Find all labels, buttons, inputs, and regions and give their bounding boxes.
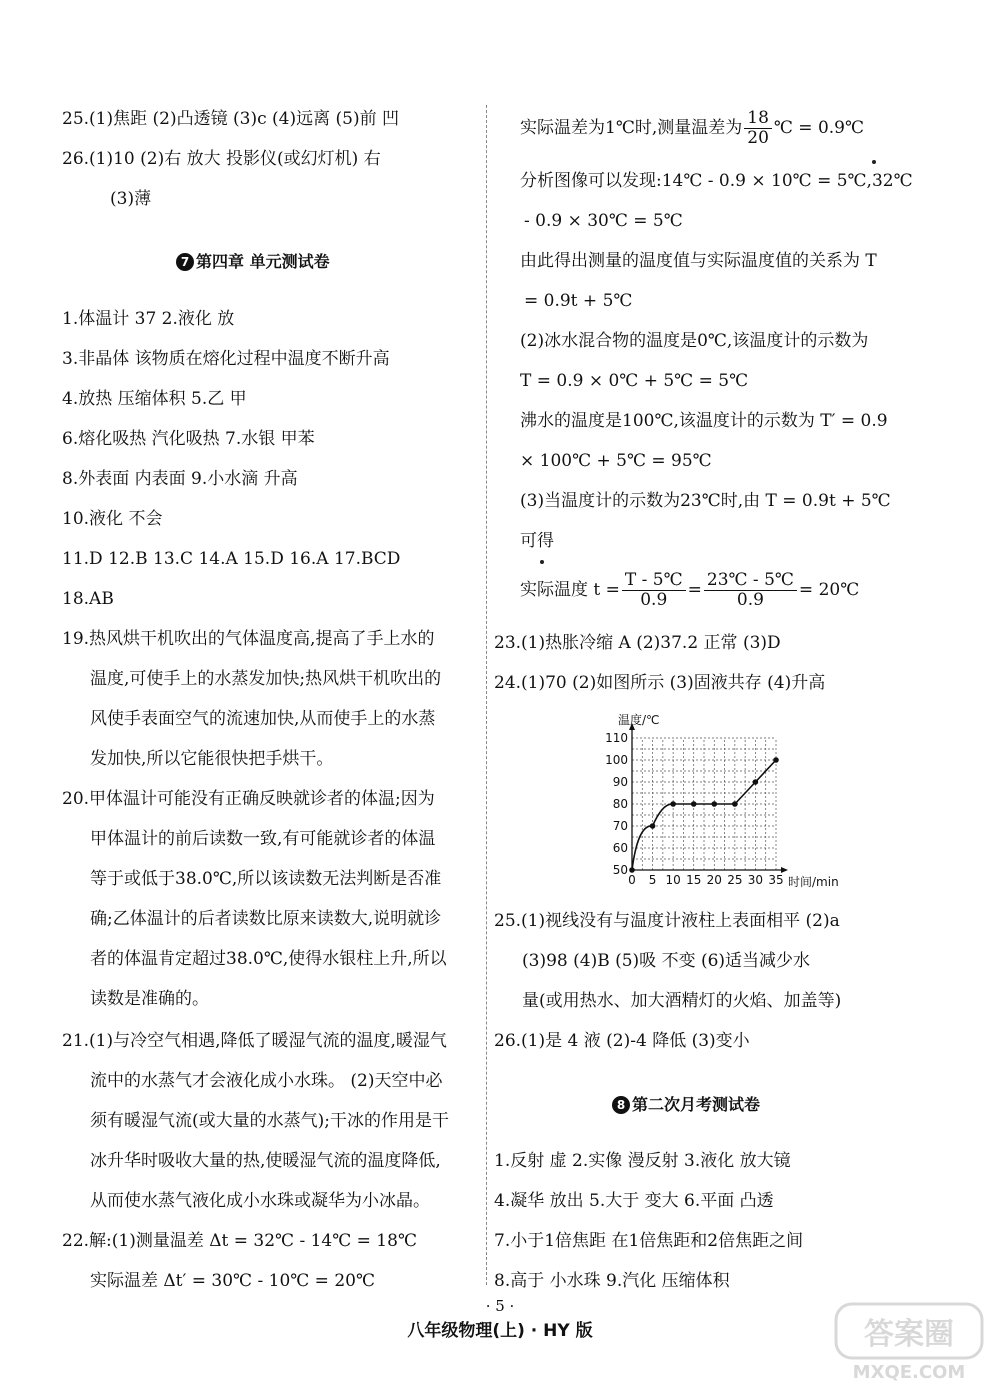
answer-22-analysis-line2: - 0.9 × 30℃ = 5℃	[524, 211, 683, 231]
ratio-fraction	[744, 109, 772, 148]
answer-19-line1: 19.热风烘干机吹出的气体温度高,提高了手上水的	[62, 629, 435, 649]
answer-22-actual-temp	[520, 568, 859, 612]
answer-1-2: 1.体温计 37 2.液化 放	[62, 309, 235, 329]
answer-8-9: 8.外表面 内表面 9.小水滴 升高	[62, 469, 298, 489]
x-tick-label: 0	[628, 873, 636, 887]
edition-label: 八年级物理(上) · HY 版	[407, 1321, 593, 1341]
answer-25-line1: 25.(1)视线没有与温度计液柱上表面相平 (2)a	[494, 911, 840, 931]
answer-22-line1: 22.解:(1)测量温差 Δt = 32℃ - 14℃ = 18℃	[62, 1231, 417, 1251]
x-tick-label: 10	[665, 873, 681, 887]
y-tick-label: 90	[612, 775, 628, 789]
x-tick-label: 30	[747, 873, 764, 887]
watermark-logo	[834, 1302, 984, 1384]
section-number-badge: 7	[176, 253, 194, 271]
fraction-numerator: 18	[744, 109, 772, 129]
section-title-text: 第二次月考测试卷	[632, 1095, 761, 1114]
answer-22-ratio	[520, 106, 864, 150]
answer-25-line2: (3)98 (4)B (5)吸 不变 (6)适当减少水	[522, 951, 811, 971]
y-axis-label: 温度/℃	[618, 713, 660, 727]
y-tick-label: 70	[612, 819, 628, 833]
y-tick-label: 50	[612, 863, 628, 877]
answer-25-line3: 量(或用热水、加大酒精灯的火焰、加盖等)	[522, 991, 842, 1011]
answer-23: 23.(1)热胀冷缩 A (2)37.2 正常 (3)D	[494, 633, 781, 653]
answer-21-line1: 21.(1)与冷空气相遇,降低了暖湿气流的温度,暖湿气	[62, 1031, 447, 1051]
x-tick-label: 25	[727, 873, 743, 887]
answer-26-part3: (3)薄	[110, 189, 152, 209]
ratio-prefix: 实际温差为1℃时,测量温差为	[520, 118, 743, 138]
column-divider	[486, 105, 487, 1285]
answer-26: 26.(1)10 (2)右 放大 投影仪(或幻灯机) 右	[62, 149, 381, 169]
y-tick-label: 80	[612, 797, 628, 811]
x-tick-label: 15	[686, 873, 702, 887]
formula-result: = 20℃	[798, 580, 860, 600]
section-number-badge: 8	[612, 1096, 630, 1114]
x-tick-label: 20	[706, 873, 722, 887]
formula-fraction-1	[622, 571, 686, 610]
answer-21-line3: 须有暖湿气流(或大量的水蒸气);干冰的作用是干	[90, 1111, 449, 1131]
y-tick-label: 60	[612, 841, 628, 855]
section-title-chapter4	[176, 249, 330, 272]
answer-10: 10.液化 不会	[62, 509, 163, 529]
answer-24: 24.(1)70 (2)如图所示 (3)固液共存 (4)升高	[494, 673, 826, 693]
ink-dot	[872, 160, 876, 164]
fraction-numerator: T - 5℃	[622, 571, 686, 591]
formula-fraction-2	[704, 571, 797, 610]
answer-11-17: 11.D 12.B 13.C 14.A 15.D 16.A 17.BCD	[62, 549, 401, 569]
answer-22-relation-line2: = 0.9t + 5℃	[524, 291, 633, 311]
formula-equals: =	[687, 580, 702, 600]
answer-21-line2: 流中的水蒸气才会液化成小水珠。 (2)天空中必	[90, 1071, 443, 1091]
answer-22-part3-line1: (3)当温度计的示数为23℃时,由 T = 0.9t + 5℃	[520, 491, 891, 511]
answer-19-line2: 温度,可使手上的水蒸发加快;热风烘干机吹出的	[90, 669, 442, 689]
fraction-denominator: 20	[747, 128, 769, 148]
x-tick-label: 35	[768, 873, 784, 887]
answer-21-line5: 从而使水蒸气液化成小水珠或凝华为小冰晶。	[90, 1191, 430, 1211]
data-point	[711, 801, 717, 807]
answer-20-line6: 读数是准确的。	[90, 989, 209, 1009]
data-point	[753, 779, 759, 785]
answer-6-7: 6.熔化吸热 汽化吸热 7.水银 甲苯	[62, 429, 315, 449]
ink-dot	[540, 560, 544, 564]
answer-25: 25.(1)焦距 (2)凸透镜 (3)c (4)远离 (5)前 凹	[62, 109, 399, 129]
answer-20-line1: 20.甲体温计可能没有正确反映就诊者的体温;因为	[62, 789, 435, 809]
y-tick-label: 100	[605, 753, 628, 767]
watermark-text-bottom: MXQE.COM	[852, 1362, 966, 1383]
answer-22-line2: 实际温差 Δt′ = 30℃ - 10℃ = 20℃	[90, 1271, 375, 1291]
answer-20-line2: 甲体温计的前后读数一致,有可能就诊者的体温	[90, 829, 436, 849]
answer-22-analysis-line1: 分析图像可以发现:14℃ - 0.9 × 10℃ = 5℃,32℃	[520, 171, 913, 191]
x-axis-label: 时间/min	[788, 875, 839, 889]
watermark-text-top: 答案圈	[864, 1317, 954, 1352]
formula-prefix: 实际温度 t =	[520, 580, 620, 600]
answer-b8-9: 8.高于 小水珠 9.汽化 压缩体积	[494, 1271, 730, 1291]
answer-22-relation-line1: 由此得出测量的温度值与实际温度值的关系为 T	[520, 251, 877, 271]
answer-26: 26.(1)是 4 液 (2)-4 降低 (3)变小	[494, 1031, 750, 1051]
answer-22-part2-line3: 沸水的温度是100℃,该温度计的示数为 T′ = 0.9	[520, 411, 888, 431]
answer-3: 3.非晶体 该物质在熔化过程中温度不断升高	[62, 349, 390, 369]
answer-4-5: 4.放热 压缩体积 5.乙 甲	[62, 389, 247, 409]
data-point	[629, 867, 635, 873]
fraction-numerator: 23℃ - 5℃	[704, 571, 797, 591]
fraction-denominator: 0.9	[640, 590, 668, 610]
data-point	[670, 801, 676, 807]
section-title-monthly-test	[612, 1092, 760, 1115]
page-number: · 5 ·	[485, 1297, 515, 1315]
answer-18: 18.AB	[62, 589, 114, 609]
data-point	[691, 801, 697, 807]
data-point	[773, 757, 779, 763]
answer-19-line4: 发加快,所以它能很快把手烘干。	[90, 749, 334, 769]
answer-b7: 7.小于1倍焦距 在1倍焦距和2倍焦距之间	[494, 1231, 804, 1251]
fraction-denominator: 0.9	[736, 590, 764, 610]
answer-20-line3: 等于或低于38.0℃,所以该读数无法判断是否准	[90, 869, 442, 889]
answer-21-line4: 冰升华时吸收大量的热,使暖湿气流的温度降低,	[90, 1151, 441, 1171]
data-point	[650, 823, 656, 829]
temperature-time-chart	[596, 710, 856, 895]
answer-20-line4: 确;乙体温计的后者读数比原来读数大,说明就诊	[90, 909, 442, 929]
answer-b4-6: 4.凝华 放出 5.大于 变大 6.平面 凸透	[494, 1191, 774, 1211]
answer-22-part2-line4: × 100℃ + 5℃ = 95℃	[520, 451, 712, 471]
answer-b1-3: 1.反射 虚 2.实像 漫反射 3.液化 放大镜	[494, 1151, 791, 1171]
answer-22-part2-line2: T = 0.9 × 0℃ + 5℃ = 5℃	[520, 371, 749, 391]
answer-20-line5: 者的体温肯定超过38.0℃,使得水银柱上升,所以	[90, 949, 447, 969]
section-title-text: 第四章 单元测试卷	[196, 252, 330, 271]
answer-22-part2-line1: (2)冰水混合物的温度是0℃,该温度计的示数为	[520, 331, 869, 351]
y-tick-label: 110	[605, 731, 628, 745]
answer-22-part3-line2: 可得	[520, 531, 554, 551]
ratio-suffix: ℃ = 0.9℃	[773, 118, 865, 138]
data-point	[732, 801, 738, 807]
answer-19-line3: 风使手表面空气的流速加快,从而使手上的水蒸	[90, 709, 436, 729]
x-tick-label: 5	[648, 873, 657, 887]
